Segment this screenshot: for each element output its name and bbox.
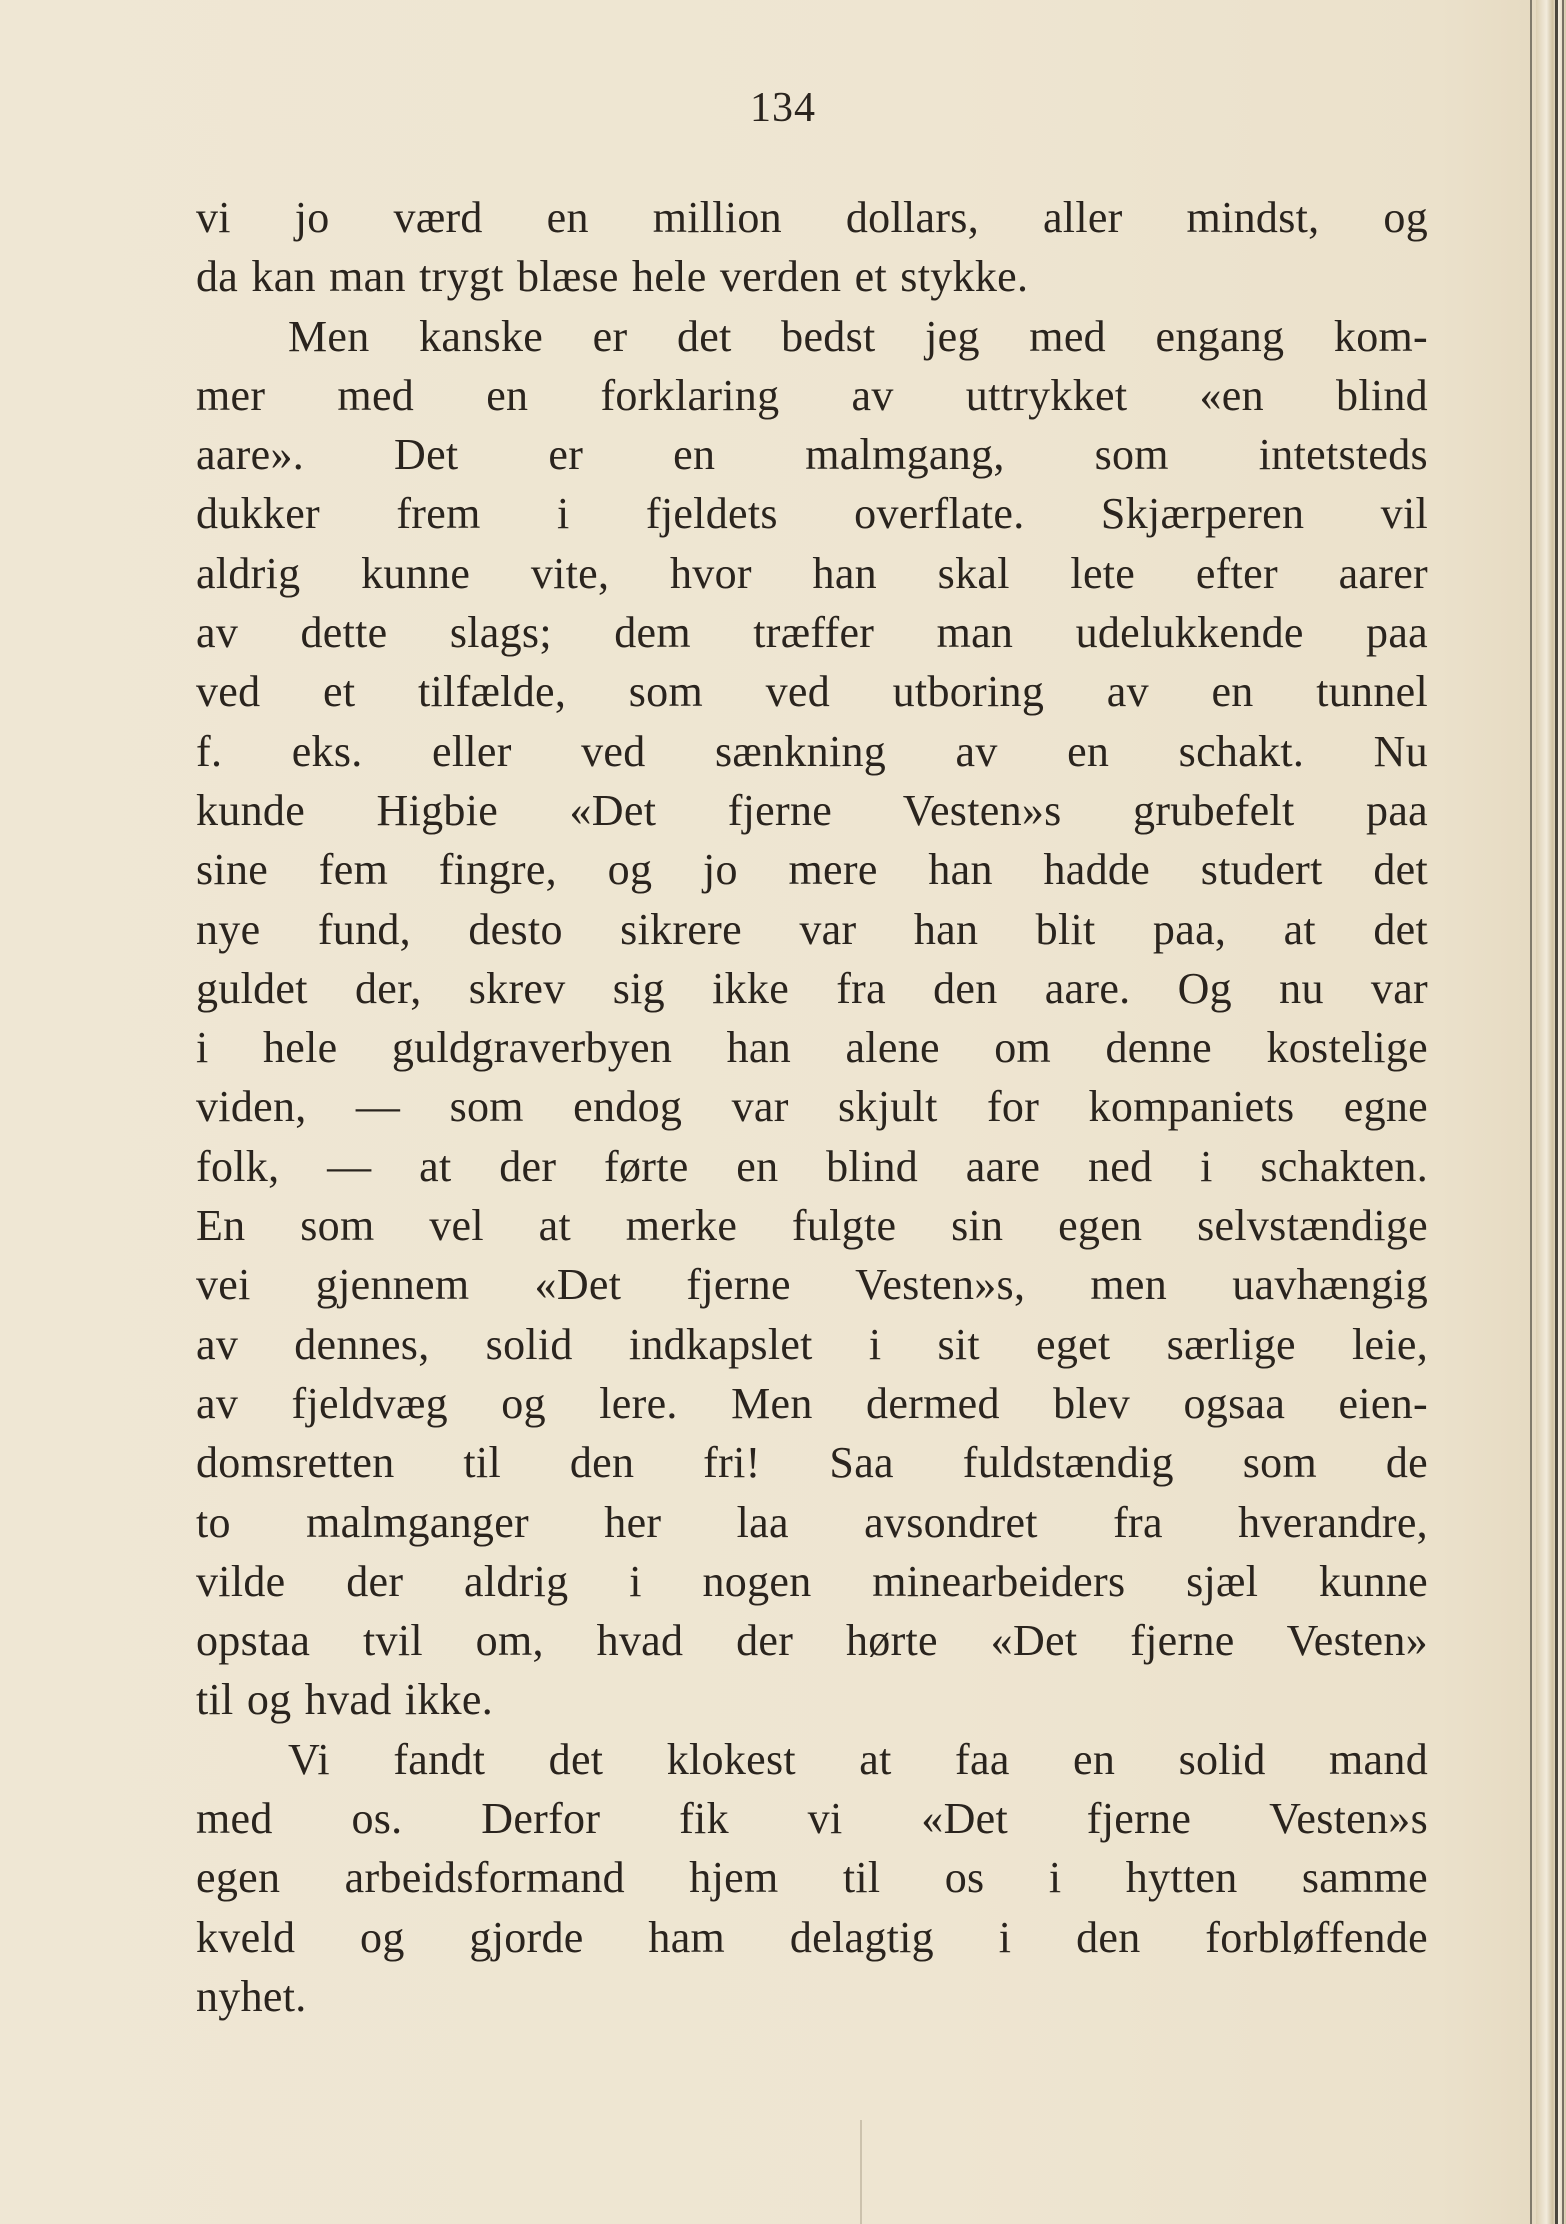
text-line: kunde Higbie «Det fjerne Vesten»s grubefelt paa [196, 785, 1428, 835]
text-line: av dette slags; dem træffer man udelukkende paa [196, 608, 1428, 658]
text-line: av dennes, solid indkapslet i sit eget særlige leie, [196, 1319, 1428, 1369]
text-line: En som vel at merke fulgte sin egen selvstændige [196, 1201, 1428, 1251]
page-edge-line [1530, 0, 1532, 2224]
text-line: f. eks. eller ved sænkning av en schakt. Nu [196, 726, 1428, 776]
text-line: sine fem fingre, og jo mere han hadde studert det [196, 845, 1428, 895]
text-line: av fjeldvæg og lere. Men dermed blev ogsaa eien- [196, 1378, 1428, 1428]
text-line: vi jo værd en million dollars, aller mindst, og [196, 193, 1428, 242]
text-line: i hele guldgraverbyen han alene om denne kostelige [196, 1023, 1428, 1073]
page-edge-line [1555, 0, 1558, 2224]
text-line: to malmganger her laa avsondret fra hverandre, [196, 1497, 1428, 1547]
text-line: kveld og gjorde ham delagtig i den forbløffende [196, 1912, 1428, 1962]
text-line: viden, — som endog var skjult for kompaniets egne [196, 1082, 1428, 1132]
text-line: vei gjennem «Det fjerne Vesten»s, men uavhængig [196, 1260, 1428, 1310]
text-line: med os. Derfor fik vi «Det fjerne Vesten»s [196, 1794, 1428, 1844]
text-line: nyhet. [196, 1971, 307, 2021]
body-text [196, 188, 1428, 2026]
text-line: egen arbeidsformand hjem til os i hytten samme [196, 1853, 1428, 1903]
text-line: Vi fandt det klokest at faa en solid mand [288, 1734, 1428, 1784]
text-line: aldrig kunne vite, hvor han skal lete efter aarer [196, 548, 1428, 598]
text-line: Men kanske er det bedst jeg med engang kom- [288, 311, 1428, 361]
scan-mark [860, 2120, 862, 2224]
text-line: mer med en forklaring av uttrykket «en blind [196, 370, 1428, 420]
text-line: ved et tilfælde, som ved utboring av en tunnel [196, 667, 1428, 717]
page-number: 134 [750, 85, 816, 131]
text-line: dukker frem i fjeldets overflate. Skjærperen vil [196, 489, 1428, 539]
text-line: da kan man trygt blæse hele verden et stykke. [196, 252, 1029, 302]
text-line: folk, — at der førte en blind aare ned i schakten. [196, 1141, 1428, 1191]
text-line: aare». Det er en malmgang, som intetsteds [196, 430, 1428, 480]
text-line: guldet der, skrev sig ikke fra den aare. Og nu var [196, 963, 1428, 1013]
text-line: domsretten til den fri! Saa fuldstændig som de [196, 1438, 1428, 1488]
text-line: opstaa tvil om, hvad der hørte «Det fjerne Vesten» [196, 1616, 1428, 1666]
text-line: nye fund, desto sikrere var han blit paa, at det [196, 904, 1428, 954]
text-line: til og hvad ikke. [196, 1675, 494, 1725]
page-edge-line [1562, 0, 1564, 2224]
text-line: vilde der aldrig i nogen minearbeiders sjæl kunne [196, 1556, 1428, 1606]
